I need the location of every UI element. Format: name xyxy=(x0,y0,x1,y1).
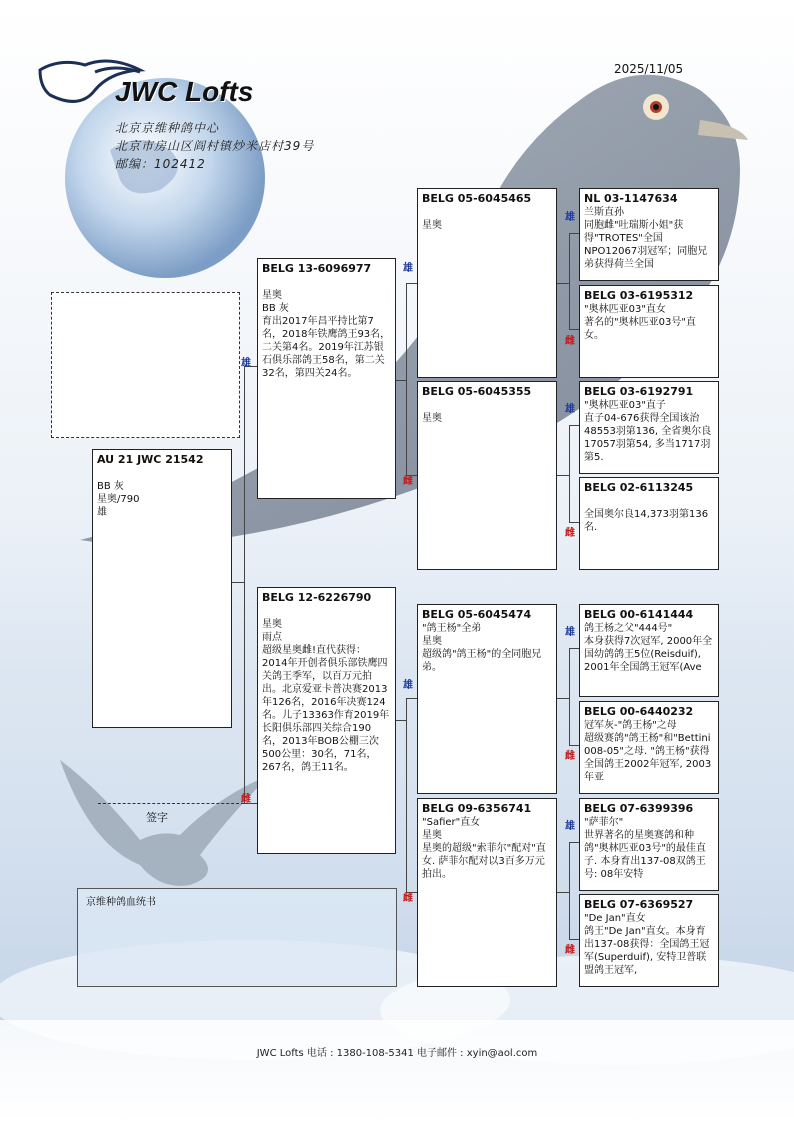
ds-line-2: 星奥 xyxy=(422,636,442,647)
sex-marker-sss: 雄 xyxy=(565,212,575,223)
subject-pigeon-card[interactable] xyxy=(92,449,232,728)
ddd-line-1: "De Jan"直女 xyxy=(584,913,646,924)
connector-gen1 xyxy=(244,366,245,803)
ds-line-3: 超级鸽"鸽王杨"的全同胞兄弟。 xyxy=(422,649,542,673)
connector-stub xyxy=(557,698,569,699)
sire-sire-card[interactable] xyxy=(417,188,557,378)
signature-line[interactable] xyxy=(98,803,244,804)
sex-marker-sire: 雄 xyxy=(241,358,251,369)
ds-line-1: "鸽王杨"全弟 xyxy=(422,623,482,634)
sds-line-2: 直子04-676获得全国该治48553羽第136, 全省奥尔良17057羽第54, 多当1717羽第5. xyxy=(584,413,712,463)
connector-stub xyxy=(569,745,579,746)
sss-line-2: 同胞雌"吐瑞斯小姐"获得"TROTES"全国NPO12067羽冠军；同胞兄弟获得荷兰全国 xyxy=(584,220,708,270)
ssd-line-2: 著名的"奥林匹亚03号"直女。 xyxy=(584,317,696,341)
subject-strain: 星奥/790 xyxy=(97,494,140,505)
sex-marker-ssd: 雌 xyxy=(565,336,575,347)
connector-stub xyxy=(406,698,417,699)
connector-stub xyxy=(557,475,569,476)
dd-line-1: "Safier"直女 xyxy=(422,817,481,828)
connector-stub xyxy=(232,582,244,583)
sd-line-1: 星奥 xyxy=(422,413,442,424)
dd-line-2: 星奥 xyxy=(422,830,442,841)
connector-stub xyxy=(557,892,569,893)
connector-stub xyxy=(396,720,406,721)
sire-line-2: BB 灰 xyxy=(262,303,289,314)
ds-ring: BELG 05-6045474 xyxy=(422,608,532,621)
sex-marker-dsd: 雌 xyxy=(565,751,575,762)
address-line-2: 北京市房山区阎村镇炒米店村39号 xyxy=(115,139,315,153)
connector-stub xyxy=(396,380,406,381)
connector-gen3 xyxy=(569,648,570,745)
connector-stub xyxy=(557,283,569,284)
connector-stub xyxy=(406,283,417,284)
sds-card[interactable] xyxy=(579,381,719,474)
subject-sex: 雄 xyxy=(97,507,107,518)
dam-line-2: 雨点 xyxy=(262,632,282,643)
sire-line-1: 星奥 xyxy=(262,290,282,301)
dds-card[interactable] xyxy=(579,798,719,891)
sd-ring: BELG 05-6045355 xyxy=(422,385,532,398)
dam-line-3: 超级星奥雌!直代获得：2014年开创者俱乐部铁鹰四关鸽王季军，以百万元拍出。北京爱亚卡普决赛2013年126名，2016年决赛124名。儿子13363作育2019年长阳俱乐部四关综合190名，2013年BOB公棚三次500公里：30名，71名，267名，鸽王11名。 xyxy=(262,645,390,773)
sex-marker-ds: 雄 xyxy=(403,680,413,691)
sss-line-1: 兰斯直孙 xyxy=(584,207,624,218)
connector-gen2-dam xyxy=(406,698,407,892)
sire-line-3: 育出2017年昌平持比第7名，2018年铁鹰鸽王93名，二关第4名。2019年江苏银石俱乐部鸽王58名，第二关32名，第四关24名。 xyxy=(262,316,391,379)
sdd-ring: BELG 02-6113245 xyxy=(584,481,694,494)
connector-stub xyxy=(569,425,579,426)
sex-marker-sd: 雌 xyxy=(403,476,413,487)
dd-line-3: 星奥的超级"索菲尔"配对"直女. 萨菲尔配对以3百多万元拍出。 xyxy=(422,843,546,880)
subject-ring: AU 21 JWC 21542 xyxy=(97,453,204,466)
dss-card[interactable] xyxy=(579,604,719,697)
ddd-card[interactable] xyxy=(579,894,719,987)
connector-stub xyxy=(569,522,579,523)
signature-label: 签字 xyxy=(146,811,168,824)
ssd-card[interactable] xyxy=(579,285,719,378)
dd-ring: BELG 09-6356741 xyxy=(422,802,532,815)
ssd-line-1: "奥林匹亚03"直女 xyxy=(584,304,666,315)
sds-line-1: "奥林匹亚03"直子 xyxy=(584,400,666,411)
sire-dam-card[interactable] xyxy=(417,381,557,570)
dam-line-1: 星奥 xyxy=(262,619,282,630)
connector-stub xyxy=(569,329,579,330)
dds-line-1: "萨菲尔" xyxy=(584,817,624,828)
ssd-ring: BELG 03-6195312 xyxy=(584,289,694,302)
dds-ring: BELG 07-6399396 xyxy=(584,802,694,815)
dss-line-2: 本身获得7次冠军, 2000年全国幼鸽鸽王5位(Reisduif), 2001年全国鸽王冠军(Ave xyxy=(584,636,713,673)
connector-gen3 xyxy=(569,842,570,939)
dss-line-1: 鸽王杨之父"444号" xyxy=(584,623,673,634)
photo-placeholder[interactable] xyxy=(51,292,240,438)
connector-stub xyxy=(569,233,579,234)
sds-ring: BELG 03-6192791 xyxy=(584,385,694,398)
connector-stub xyxy=(569,939,579,940)
brand-title: JWC Lofts xyxy=(115,76,254,107)
sire-ring: BELG 13-6096977 xyxy=(262,262,372,275)
address-line-3: 邮编：102412 xyxy=(115,157,206,171)
sex-marker-ss: 雄 xyxy=(403,263,413,274)
ddd-ring: BELG 07-6369527 xyxy=(584,898,694,911)
footer-contact: JWC Lofts 电话 : 1380-108-5341 电子邮件 : xyin@aol.com xyxy=(256,1048,538,1059)
sex-marker-dd: 雌 xyxy=(403,893,413,904)
address-line-1: 北京京维种鸽中心 xyxy=(115,121,220,135)
connector-stub xyxy=(569,648,579,649)
dsd-ring: BELG 00-6440232 xyxy=(584,705,694,718)
dds-line-2: 世界著名的星奥赛鸽和种鸽"奥林匹亚03号"的最佳直子. 本身育出137-08双鸽王号: 08年安特 xyxy=(584,830,706,880)
connector-gen3 xyxy=(569,233,570,329)
ddd-line-2: 鸽王"De Jan"直女。本身育出137-08获得：全国鸽王冠军(Superduif), 安特卫普联盟鸽王冠军, xyxy=(584,926,710,976)
sex-marker-dss: 雄 xyxy=(565,627,575,638)
sex-marker-sds: 雄 xyxy=(565,404,575,415)
sex-marker-dds: 雄 xyxy=(565,821,575,832)
dsd-line-1: 冠军灰-"鸽王杨"之母 xyxy=(584,720,677,731)
dam-card[interactable] xyxy=(257,587,396,854)
connector-stub xyxy=(569,842,579,843)
print-date: 2025/11/05 xyxy=(614,62,684,76)
dam-sire-card[interactable] xyxy=(417,604,557,794)
dsd-line-2: 超级赛鸽"鸽王杨"和"Bettini 008-05"之母. "鸽王杨"获得全国鸽王2002年冠军, 2003年亚 xyxy=(584,733,712,783)
sire-card[interactable] xyxy=(257,258,396,499)
dsd-card[interactable] xyxy=(579,701,719,794)
dam-ring: BELG 12-6226790 xyxy=(262,591,372,604)
sss-ring: NL 03-1147634 xyxy=(584,192,678,205)
sdd-line-2: 全国奥尔良14,373羽第136名. xyxy=(584,509,709,533)
sss-card[interactable] xyxy=(579,188,719,281)
dss-ring: BELG 00-6141444 xyxy=(584,608,694,621)
sex-marker-dam: 雌 xyxy=(241,794,251,805)
dam-dam-card[interactable] xyxy=(417,798,557,987)
notes-box[interactable] xyxy=(77,888,397,987)
notes-label: 京维种鸽血统书 xyxy=(86,897,156,908)
ss-line-1: 星奥 xyxy=(422,220,442,231)
sex-marker-ddd: 雌 xyxy=(565,945,575,956)
sex-marker-sdd: 雌 xyxy=(565,528,575,539)
connector-gen3 xyxy=(569,425,570,522)
subject-color: BB 灰 xyxy=(97,481,124,492)
sdd-card[interactable] xyxy=(579,477,719,570)
connector-gen2-sire xyxy=(406,283,407,475)
ss-ring: BELG 05-6045465 xyxy=(422,192,532,205)
